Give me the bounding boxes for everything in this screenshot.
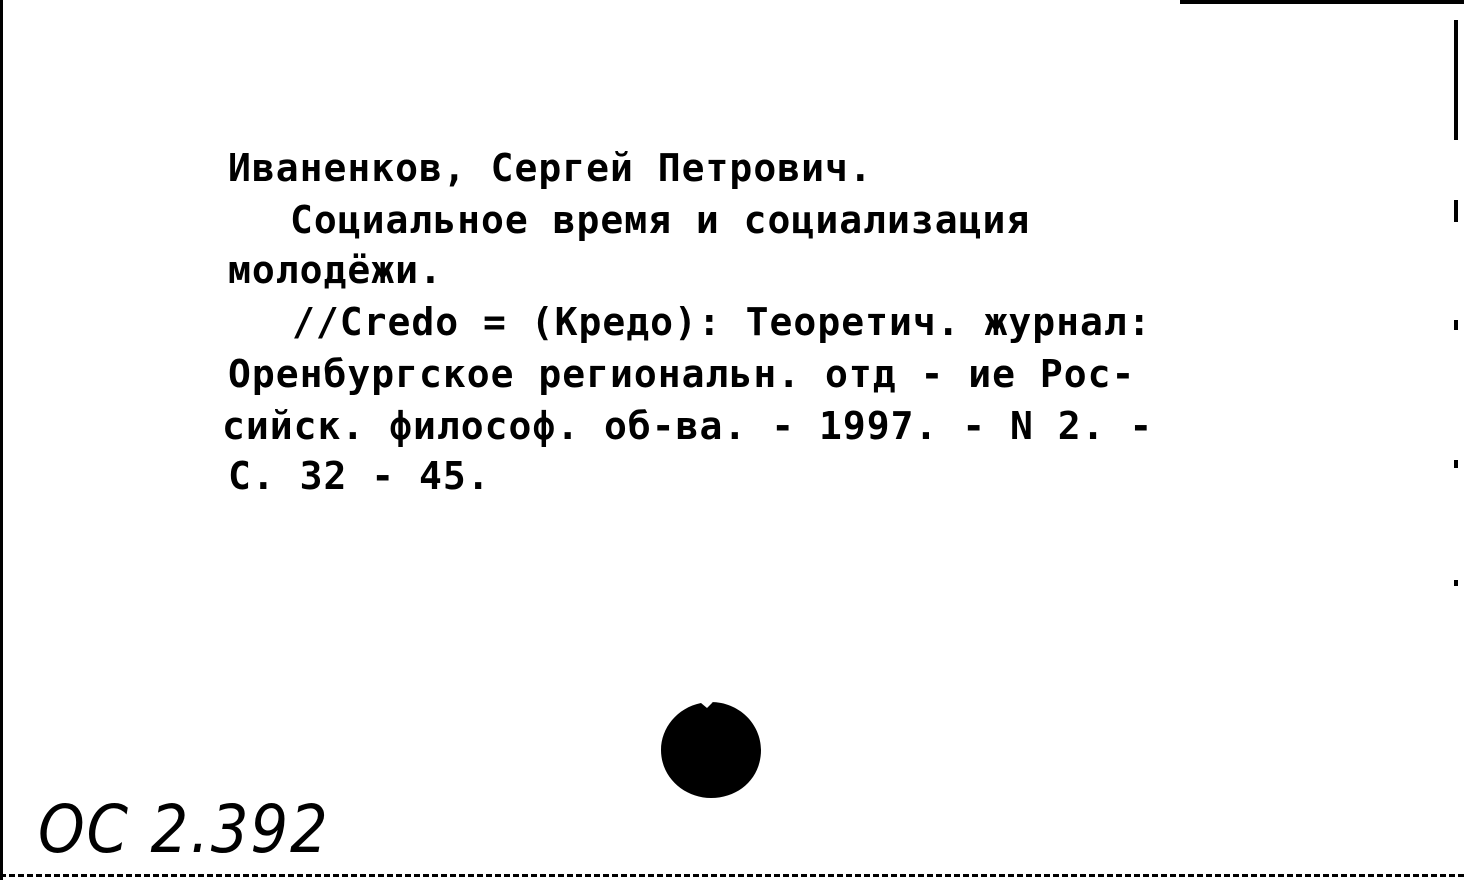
punch-hole-icon xyxy=(659,700,763,800)
title-line-1: Социальное время и социализация xyxy=(290,198,1031,242)
card-bottom-edge xyxy=(0,874,1464,883)
call-number: ОС 2.392 xyxy=(38,791,330,868)
source-line-3: сийск. философ. об-ва. - 1997. - N 2. - xyxy=(222,404,1154,448)
card-top-border xyxy=(1180,0,1464,4)
source-line-4: С. 32 - 45. xyxy=(228,454,491,498)
source-line-1: //Credo = (Кредо): Теоретич. журнал: xyxy=(292,300,1152,344)
card-left-border xyxy=(0,0,3,880)
source-line-2: Оренбургское региональн. отд - ие Рос- xyxy=(228,352,1136,396)
author-heading: Иваненков, Сергей Петрович. xyxy=(228,146,873,190)
title-line-2: молодёжи. xyxy=(228,248,443,292)
card-right-edge xyxy=(1448,20,1464,880)
